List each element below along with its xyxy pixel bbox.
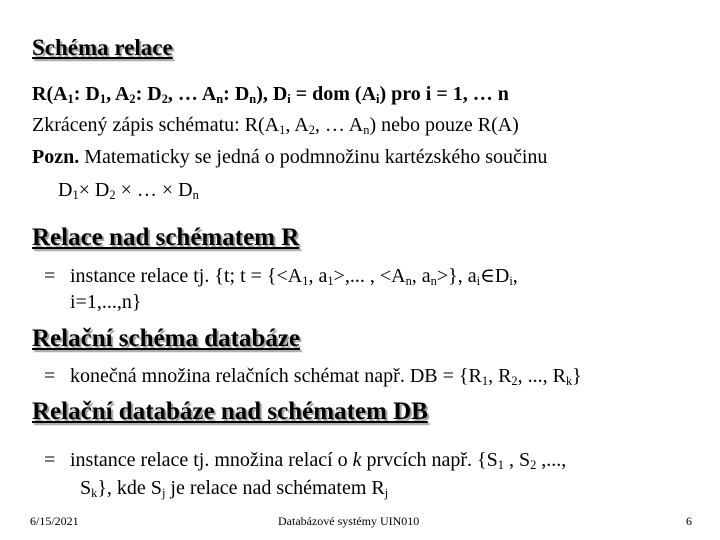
- database-definition-cont: $S_k$}, kde $S_j$ je relace nad schématem $R_j$: [80, 477, 389, 501]
- footer-page-number: 6: [686, 514, 692, 528]
- database-bullet: =: [44, 449, 56, 471]
- short-schema-notation: Zkrácený zápis schématu: $R(A_1$, $A_2$, … $A_n$) nebo pouze R(A): [32, 114, 519, 138]
- db-schema-definition: = konečná množina relačních schémat např. DB = {$R_1$, $R_2$, ..., $R_k$}: [44, 365, 582, 389]
- heading-relation: Relace nad schématem R: [32, 224, 300, 251]
- relation-index-range: i=1,...,n}: [70, 291, 142, 313]
- schema-definition-line: [32, 82, 509, 106]
- relation-bullet: =: [44, 265, 56, 287]
- heading-db-schema: Relační schéma databáze: [32, 325, 301, 352]
- db-schema-bullet: =: [44, 365, 56, 387]
- note-line: [32, 145, 547, 169]
- database-definition: = instance relace tj. množina relací o k prvcích např. {$S_1$ , $S_2$ ,...,: [44, 449, 567, 473]
- footer-title: Databázové systémy UIN010: [278, 514, 420, 528]
- heading-schema: Schéma relace: [32, 35, 173, 60]
- note-text: Matematicky se jedná o podmnožinu kartézského součinu: [79, 146, 548, 168]
- heading-database: Relační databáze nad schématem DB: [32, 398, 428, 425]
- schema-definition: $R(A_1$: $D_1$, $A_2$: $D_2$, … $A_n$: $D_n$), $D_i$ = dom $(A_i)$ pro i = 1, … n: [32, 83, 509, 107]
- cartesian-product: $D_1\times D_2$ × … × $D_n$: [58, 179, 199, 203]
- note-label: Pozn.: [32, 146, 80, 168]
- relation-definition: = instance relace tj. {t; $t = \{<A_1$, $a_1>$,... , $<A_n$, $a_n>$}, $a_i\in D_i$,: [44, 265, 518, 289]
- footer-date: 6/15/2021: [30, 514, 79, 528]
